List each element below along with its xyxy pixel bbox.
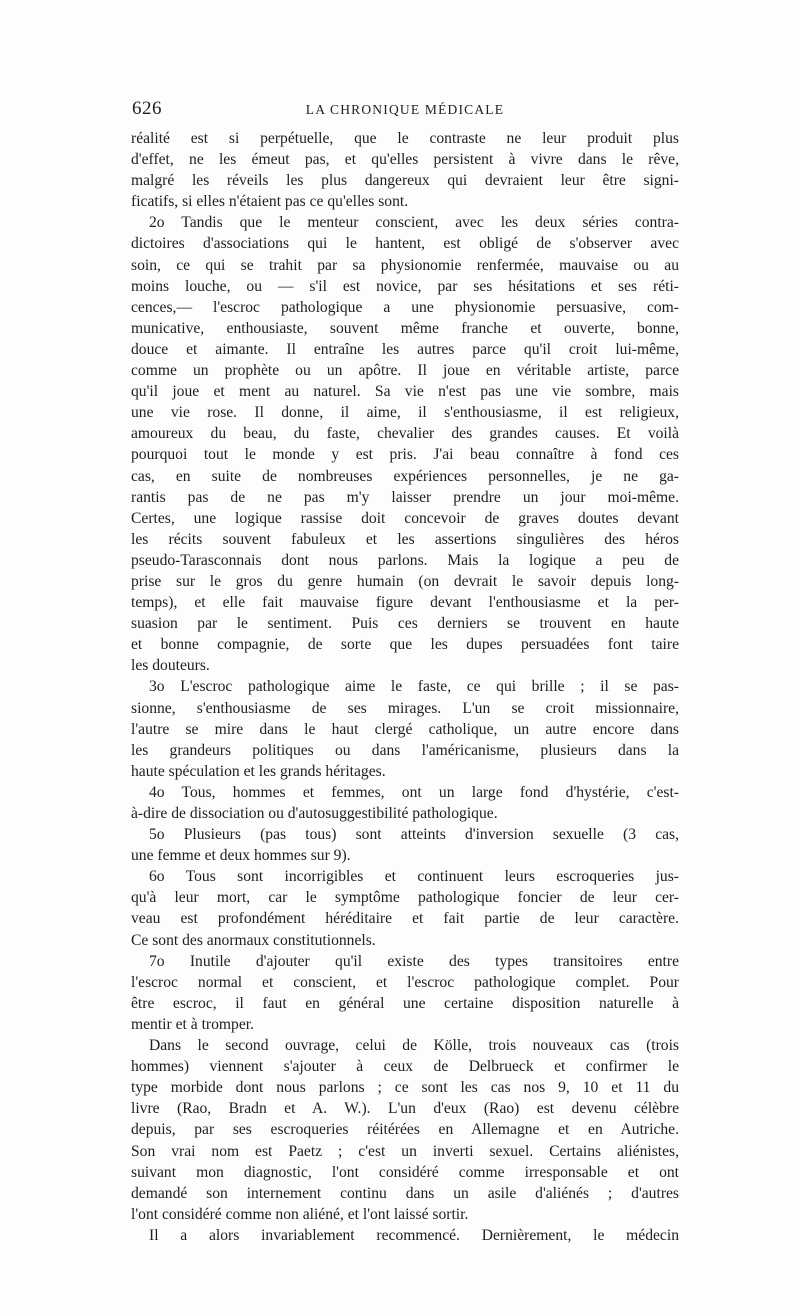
text-line: l'escroc normal et conscient, et l'escroc pathologique complet. Pour xyxy=(131,973,679,991)
text-line: 5o Plusieurs (pas tous) sont atteints d'inversion sexuelle (3 cas, xyxy=(149,826,679,844)
text-line: mentir et à tromper. xyxy=(131,1015,254,1033)
text-line: 7o Inutile d'ajouter qu'il existe des types transitoires entre xyxy=(149,952,679,970)
text-line: les douteurs. xyxy=(131,657,210,675)
text-line: Son vrai nom est Paetz ; c'est un inverti sexuel. Certains aliénistes, xyxy=(131,1142,679,1160)
text-line: l'autre se mire dans le haut clergé catholique, un autre encore dans xyxy=(131,720,679,738)
paragraph xyxy=(131,1225,679,1246)
text-line: dictoires d'associations qui le hantent, est obligé de s'observer avec xyxy=(131,235,679,253)
text-line: rantis pas de ne pas m'y laisser prendre un jour moi-même. xyxy=(131,488,679,506)
text-line: sionne, s'enthousiasme de ses mirages. L'un se croit missionnaire, xyxy=(131,699,679,717)
text-line: pseudo-Tarasconnais dont nous parlons. Mais la logique a peu de xyxy=(131,551,679,569)
paragraph xyxy=(131,782,679,824)
text-line: hommes) viennent s'ajouter à ceux de Delbrueck et confirmer le xyxy=(131,1058,679,1076)
text-line: suivant mon diagnostic, l'ont considéré comme irresponsable et ont xyxy=(131,1163,679,1181)
text-line: cences,— l'escroc pathologique a une physionomie persuasive, com- xyxy=(131,298,679,316)
text-line: Dans le second ouvrage, celui de Kölle, trois nouveaux cas (trois xyxy=(149,1037,679,1055)
text-line: soin, ce qui se trahit par sa physionomie renfermée, mauvaise ou au xyxy=(131,256,679,274)
text-line: à-dire de dissociation ou d'autosuggestibilité pathologique. xyxy=(131,805,498,822)
text-line: moins louche, ou — s'il est novice, par ses hésitations et ses réti- xyxy=(131,277,679,295)
body-text xyxy=(131,128,679,1246)
text-line: pourquoi tout le monde y est pris. J'ai beau connaître à fond ces xyxy=(131,446,679,464)
text-line: les grandeurs politiques ou dans l'américanisme, plusieurs dans la xyxy=(131,741,679,759)
text-line: malgré les réveils les plus dangereux qui devraient leur être signi- xyxy=(131,172,679,190)
paragraph xyxy=(131,824,679,866)
text-line: suasion par le sentiment. Puis ces derniers se trouvent en haute xyxy=(131,615,679,633)
text-line: amoureux du beau, du faste, chevalier des grandes causes. Et voilà xyxy=(131,425,679,443)
text-line: ficatifs, si elles n'étaient pas ce qu'elles sont. xyxy=(131,193,409,211)
text-line: une femme et deux hommes sur 9). xyxy=(131,847,351,865)
text-line: 2o Tandis que le menteur conscient, avec les deux séries contra- xyxy=(149,214,679,232)
text-line: d'effet, ne les émeut pas, et qu'elles persistent à vivre dans le rêve, xyxy=(131,151,679,169)
text-line: être escroc, il faut en général une certaine disposition naturelle à xyxy=(131,994,679,1012)
text-line: livre (Rao, Bradn et A. W.). L'un d'eux (Rao) est devenu célèbre xyxy=(131,1100,679,1118)
text-line: Il a alors invariablement recommencé. Dernièrement, le médecin xyxy=(149,1226,679,1244)
paragraph xyxy=(131,212,679,676)
text-line: 6o Tous sont incorrigibles et continuent leurs escroqueries jus- xyxy=(149,868,679,886)
text-line: Certes, une logique rassise doit concevoir de graves doutes devant xyxy=(131,509,679,527)
text-line: 4o Tous, hommes et femmes, ont un large fond d'hystérie, c'est- xyxy=(149,783,679,801)
text-line: type morbide dont nous parlons ; ce sont les cas nos 9, 10 et 11 du xyxy=(131,1079,679,1097)
text-line: réalité est si perpétuelle, que le contraste ne leur produit plus xyxy=(131,130,679,147)
paragraph xyxy=(131,676,679,781)
text-line: qu'il joue et ment au naturel. Sa vie n'est pas une vie sombre, mais xyxy=(131,383,679,401)
text-line: demandé son internement continu dans un asile d'aliénés ; d'autres xyxy=(131,1184,679,1202)
paragraph xyxy=(131,128,679,212)
text-line: municative, enthousiaste, souvent même franche et ouverte, bonne, xyxy=(131,319,679,337)
text-line: cas, en suite de nombreuses expériences personnelles, je ne ga- xyxy=(131,467,679,485)
text-line: prise sur le gros du genre humain (on devrait le savoir depuis long- xyxy=(131,572,679,590)
text-line: veau est profondément héréditaire et fait partie de leur caractère. xyxy=(131,910,679,928)
text-line: comme un prophète ou un apôtre. Il joue en véritable artiste, parce xyxy=(131,362,679,380)
text-line: qu'à leur mort, car le symptôme pathologique foncier de leur cer- xyxy=(131,889,679,907)
paragraph xyxy=(131,951,679,1035)
text-line: depuis, par ses escroqueries réitérées en Allemagne et en Autriche. xyxy=(131,1121,679,1139)
text-line: une vie rose. Il donne, il aime, il s'enthousiasme, il est religieux, xyxy=(131,404,679,422)
text-line: haute spéculation et les grands héritages. xyxy=(131,762,386,780)
text-line: 3o L'escroc pathologique aime le faste, ce qui brille ; il se pas- xyxy=(149,678,679,696)
running-head xyxy=(132,98,678,122)
text-line: douce et aimante. Il entraîne les autres parce qu'il croit lui-même, xyxy=(131,340,679,358)
text-line: Ce sont des anormaux constitutionnels. xyxy=(131,931,376,949)
text-line: temps), et elle fait mauvaise figure devant l'enthousiasme et la per- xyxy=(131,594,679,612)
journal-title: LA CHRONIQUE MÉDICALE xyxy=(305,102,505,117)
text-line: les récits souvent fabuleux et les assertions singulières des héros xyxy=(131,530,679,548)
paragraph xyxy=(131,1035,679,1225)
page-number: 626 xyxy=(132,98,162,119)
paragraph xyxy=(131,866,679,950)
text-line: l'ont considéré comme non aliéné, et l'ont laissé sortir. xyxy=(131,1205,469,1223)
text-line: et bonne compagnie, de sorte que les dupes persuadées font taire xyxy=(131,636,679,654)
